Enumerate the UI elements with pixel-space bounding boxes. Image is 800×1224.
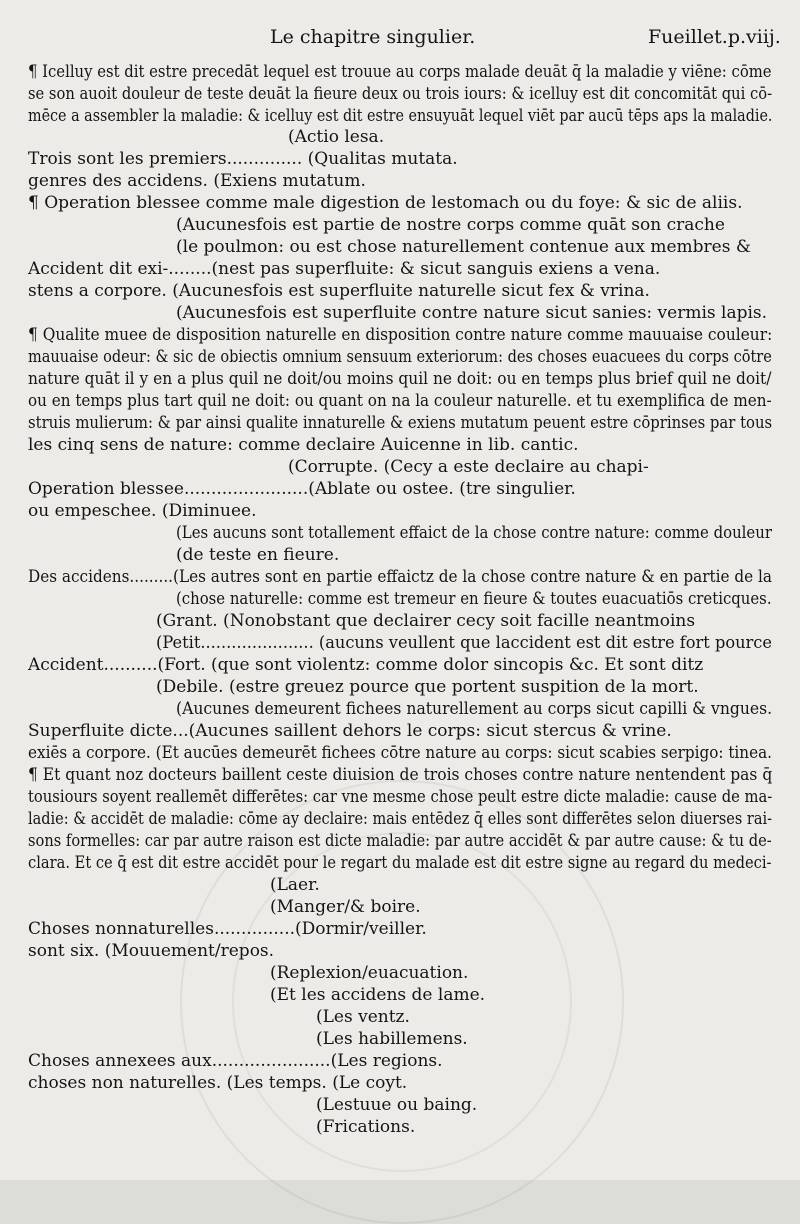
text-line: sons formelles: car par autre raison est dicte maladie: par autre accidēt & par autre cause: & tu de- bbox=[28, 831, 772, 851]
text-line: (Et les accidens de lame. bbox=[270, 985, 486, 1005]
text-line: (Les aucuns sont totallement effaict de la chose contre nature: comme douleur bbox=[176, 523, 772, 543]
text-line: ¶ Et quant noz docteurs baillent ceste diuision de trois choses contre nature nentendent pas q̄ bbox=[28, 765, 773, 785]
text-line: (Actio lesa. bbox=[288, 127, 385, 147]
text-line: Operation blessee.......................(Ablate ou ostee. (tre singulier. bbox=[28, 479, 576, 499]
text-line: (chose naturelle: comme est tremeur en fieure & toutes euacuatiōs creticques. bbox=[176, 589, 772, 609]
text-line: (Aucunesfois est partie de nostre corps comme quāt son crache bbox=[176, 215, 725, 235]
text-line: se son auoit douleur de teste deuāt la fieure deux ou trois iours: & icelluy est dit concomitāt qui cō- bbox=[28, 84, 773, 104]
text-line: (Petit...................... (aucuns veullent que laccident est dit estre fort pource bbox=[156, 633, 772, 653]
text-line: (de teste en fieure. bbox=[176, 545, 340, 565]
text-line: ¶ Qualite muee de disposition naturelle en disposition contre nature comme mauuaise couleur: bbox=[28, 325, 773, 345]
text-line: ladie: & accidēt de maladie: cōme ay declaire: mais entēdez q̄ elles sont differētes selon diuerses rai- bbox=[28, 809, 772, 829]
text-line: Accident dit exi-........(nest pas superfluite: & sicut sanguis exiens a vena. bbox=[28, 259, 661, 279]
text-line: (Aucunesfois est superfluite contre nature sicut sanies: vermis lapis. bbox=[176, 303, 768, 323]
text-line: Des accidens.........(Les autres sont en partie effaictz de la chose contre nature & en partie de la bbox=[28, 567, 773, 587]
text-line: (Corrupte. (Cecy a este declaire au chapi- bbox=[288, 457, 649, 477]
text-line: clara. Et ce q̄ est dit estre accidēt pour le regart du malade est dit estre signe au regard du medeci- bbox=[28, 853, 772, 873]
text-line: Superfluite dicte...(Aucunes saillent dehors le corps: sicut stercus & vrine. bbox=[28, 721, 672, 741]
folio-number: Fueillet.p.viij. bbox=[648, 26, 781, 48]
text-line: (Lestuue ou baing. bbox=[316, 1095, 478, 1115]
text-line: struis mulierum: & par ainsi qualite innaturelle & exiens mutatum peuent estre cōprinses par tous bbox=[28, 413, 773, 433]
text-line: Accident..........(Fort. (que sont violentz: comme dolor sincopis &c. Et sont ditz bbox=[28, 655, 704, 675]
text-line: stens a corpore. (Aucunesfois est superfluite naturelle sicut fex & vrina. bbox=[28, 281, 650, 301]
text-line: (Replexion/euacuation. bbox=[270, 963, 469, 983]
text-line: mēce a assembler la maladie: & icelluy est dit estre ensuyuāt lequel viēt par aucū tēps aps la maladie. bbox=[28, 106, 773, 126]
text-line: mauuaise odeur: & sic de obiectis omnium sensuum exteriorum: des choses euacuees du corps cōtre bbox=[28, 347, 772, 367]
text-line: choses non naturelles. (Les temps. (Le coyt. bbox=[28, 1073, 408, 1093]
text-line: nature quāt il y en a plus quil ne doit/ou moins quil ne doit: ou en temps plus brief quil ne doit/ bbox=[28, 369, 772, 389]
text-line: (Grant. (Nonobstant que declairer cecy soit facille neantmoins bbox=[156, 611, 696, 631]
text-line: (Laer. bbox=[270, 875, 320, 895]
running-title: Le chapitre singulier. bbox=[270, 26, 476, 48]
text-line: (Aucunes demeurent fichees naturellement au corps sicut capilli & vngues. bbox=[176, 699, 773, 719]
text-line: (Frications. bbox=[316, 1117, 416, 1137]
text-line: (le poulmon: ou est chose naturellement contenue aux membres & bbox=[176, 237, 751, 257]
text-line: Choses nonnaturelles...............(Dormir/veiller. bbox=[28, 919, 427, 939]
text-line: sont six. (Mouuement/repos. bbox=[28, 941, 275, 961]
text-line: ¶ Operation blessee comme male digestion de lestomach ou du foye: & sic de aliis. bbox=[28, 193, 743, 213]
text-line: les cinq sens de nature: comme declaire Auicenne in lib. cantic. bbox=[28, 435, 579, 455]
text-line: Trois sont les premiers.............. (Qualitas mutata. bbox=[28, 149, 458, 169]
text-line: (Les ventz. bbox=[316, 1007, 410, 1027]
text-line: (Les habillemens. bbox=[316, 1029, 468, 1049]
text-line: ou empeschee. (Diminuee. bbox=[28, 501, 257, 521]
text-line: ou en temps plus tart quil ne doit: ou quant on na la couleur naturelle. et tu exemplifica de men- bbox=[28, 391, 772, 411]
text-line: (Debile. (estre greuez pource que portent suspition de la mort. bbox=[156, 677, 699, 697]
text-line: ¶ Icelluy est dit estre precedāt lequel est trouue au corps malade deuāt q̄ la maladie y viēne: cōme bbox=[28, 62, 772, 82]
text-line: exiēs a corpore. (Et aucūes demeurēt fichees cōtre nature au corps: sicut scabies serpigo: tinea. bbox=[28, 743, 772, 763]
page-header bbox=[0, 26, 800, 50]
text-line: genres des accidens. (Exiens mutatum. bbox=[28, 171, 366, 191]
text-line: (Manger/& boire. bbox=[270, 897, 421, 917]
text-line: Choses annexees aux......................(Les regions. bbox=[28, 1051, 443, 1071]
text-line: tousiours soyent reallemēt differētes: car vne mesme chose peult estre dicte maladie: cause de ma- bbox=[28, 787, 773, 807]
